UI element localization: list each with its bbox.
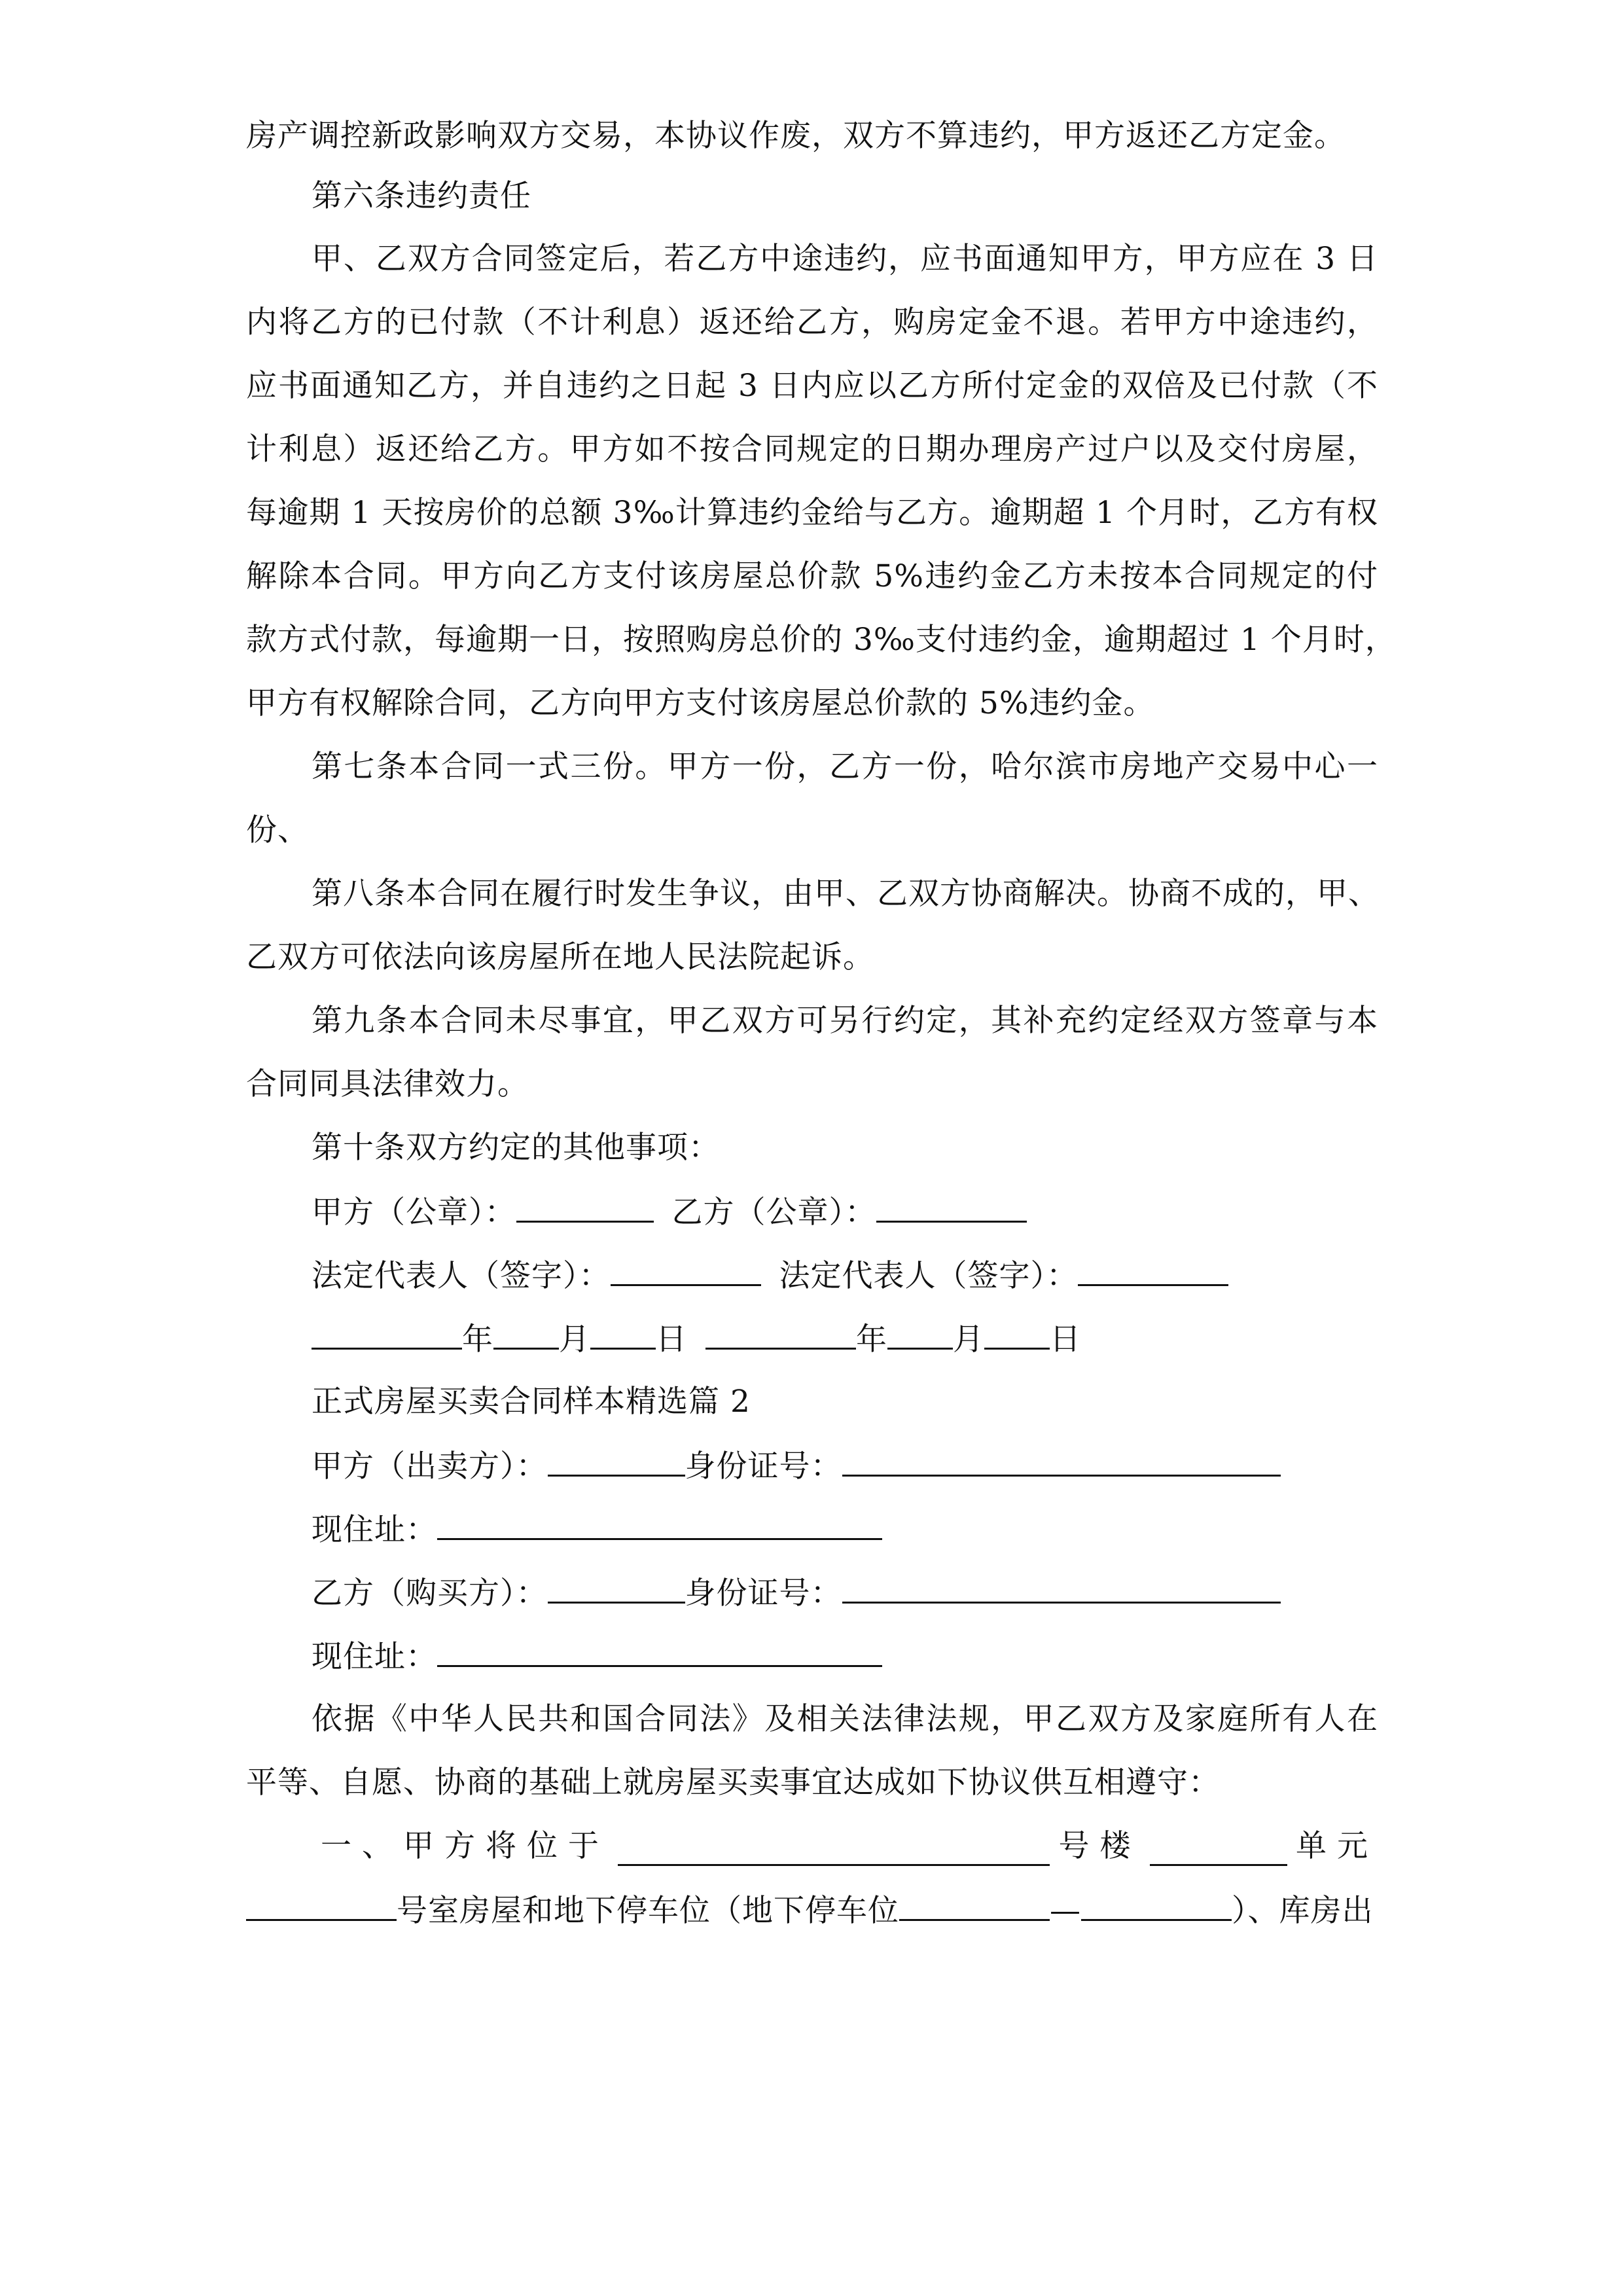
date-row bbox=[312, 1319, 1378, 1358]
article-6-line: 内将乙方的已付款（不计利息）返还给乙方，购房定金不退。若甲方中途违约， bbox=[246, 304, 1378, 340]
legal-rep-b-blank[interactable] bbox=[1078, 1255, 1228, 1286]
day-label: 日 bbox=[1050, 1321, 1081, 1357]
item-1-line-2 bbox=[246, 1890, 1378, 1929]
article-6-line: 款方式付款，每逾期一日，按照购房总价的 3‰支付违约金，逾期超过 1 个月时， bbox=[246, 622, 1397, 658]
buyer-row bbox=[312, 1573, 1378, 1612]
parking-from-blank[interactable] bbox=[899, 1890, 1050, 1921]
month-blank[interactable] bbox=[887, 1319, 953, 1350]
article-9-line: 第九条本合同未尽事宜，甲乙双方可另行约定，其补充约定经双方签章与本 bbox=[312, 1003, 1378, 1039]
article-8-line: 乙双方可依法向该房屋所在地人民法院起诉。 bbox=[246, 939, 874, 975]
article-7-line: 份、 bbox=[246, 812, 309, 848]
item-1-building: 号楼 bbox=[1058, 1828, 1141, 1864]
party-a-seal-blank[interactable] bbox=[516, 1192, 654, 1223]
legal-rep-a-blank[interactable] bbox=[611, 1255, 761, 1286]
article-6-line: 计利息）返还给乙方。甲方如不按合同规定的日期办理房产过户以及交付房屋， bbox=[246, 431, 1378, 467]
article-7-line: 第七条本合同一式三份。甲方一份，乙方一份，哈尔滨市房地产交易中心一 bbox=[312, 749, 1378, 785]
buyer-address-label: 现住址： bbox=[312, 1639, 437, 1675]
year-label: 年 bbox=[856, 1321, 887, 1357]
year-label: 年 bbox=[462, 1321, 493, 1357]
buyer-id-blank[interactable] bbox=[842, 1573, 1281, 1604]
item-1-line bbox=[321, 1827, 1378, 1866]
party-b-seal-blank[interactable] bbox=[876, 1192, 1027, 1223]
day-label: 日 bbox=[656, 1321, 687, 1357]
room-blank[interactable] bbox=[246, 1890, 397, 1921]
location-blank[interactable] bbox=[618, 1835, 1050, 1866]
item-1-room: 号室房屋和地下停车位（地下停车位 bbox=[397, 1893, 899, 1929]
article-6-line: 甲方有权解除合同，乙方向甲方支付该房屋总价款的 5%违约金。 bbox=[246, 685, 1155, 721]
article-10-title: 第十条双方约定的其他事项： bbox=[312, 1130, 720, 1166]
buyer-id-label: 身份证号： bbox=[685, 1575, 842, 1611]
buyer-address-row bbox=[312, 1636, 1378, 1676]
article-6-line: 甲、乙双方合同签定后，若乙方中途违约，应书面通知甲方，甲方应在 3 日 bbox=[312, 241, 1378, 277]
legal-rep-b-label: 法定代表人（签字）： bbox=[779, 1258, 1078, 1294]
year-blank[interactable] bbox=[312, 1319, 462, 1350]
article-8-line: 第八条本合同在履行时发生争议，由甲、乙双方协商解决。协商不成的，甲、 bbox=[312, 876, 1380, 912]
article-6-line: 每逾期 1 天按房价的总额 3‰计算违约金给与乙方。逾期超 1 个月时，乙方有权 bbox=[246, 495, 1378, 531]
paragraph-line: 房产调控新政影响双方交易，本协议作废，双方不算违约，甲方返还乙方定金。 bbox=[246, 118, 1346, 154]
legal-rep-row bbox=[312, 1255, 1378, 1295]
day-blank[interactable] bbox=[984, 1319, 1050, 1350]
party-a-seal-label: 甲方（公章）： bbox=[312, 1194, 516, 1230]
item-1-tail: ）、库房出 bbox=[1232, 1893, 1374, 1929]
buyer-address-blank[interactable] bbox=[437, 1636, 882, 1667]
article-6-title: 第六条违约责任 bbox=[312, 178, 531, 214]
seal-row bbox=[312, 1192, 1378, 1231]
seller-id-blank[interactable] bbox=[842, 1446, 1281, 1477]
seller-id-label: 身份证号： bbox=[685, 1448, 842, 1484]
item-1-dash: — bbox=[1050, 1893, 1081, 1929]
intro-line: 平等、自愿、协商的基础上就房屋买卖事宜达成如下协议供互相遵守： bbox=[246, 1765, 1220, 1801]
article-6-line: 应书面通知乙方，并自违约之日起 3 日内应以乙方所付定金的双倍及已付款（不 bbox=[246, 368, 1378, 404]
day-blank[interactable] bbox=[590, 1319, 656, 1350]
legal-rep-a-label: 法定代表人（签字）： bbox=[312, 1258, 611, 1294]
article-6-line: 解除本合同。甲方向乙方支付该房屋总价款 5%违约金乙方未按本合同规定的付 bbox=[246, 558, 1378, 594]
item-1-prefix: 一、甲方将位于 bbox=[321, 1828, 609, 1864]
month-label: 月 bbox=[953, 1321, 984, 1357]
seller-address-blank[interactable] bbox=[437, 1509, 882, 1540]
year-blank[interactable] bbox=[705, 1319, 856, 1350]
seller-row bbox=[312, 1446, 1378, 1485]
parking-to-blank[interactable] bbox=[1081, 1890, 1232, 1921]
seller-address-label: 现住址： bbox=[312, 1512, 437, 1548]
article-9-line: 合同同具法律效力。 bbox=[246, 1066, 529, 1102]
seller-address-row bbox=[312, 1509, 1378, 1549]
section-2-title: 正式房屋买卖合同样本精选篇 2 bbox=[312, 1384, 751, 1420]
item-1-unit: 单元 bbox=[1296, 1828, 1378, 1864]
seller-label: 甲方（出卖方）： bbox=[312, 1448, 548, 1484]
seller-name-blank[interactable] bbox=[548, 1446, 685, 1477]
building-blank[interactable] bbox=[1150, 1835, 1287, 1866]
buyer-name-blank[interactable] bbox=[548, 1573, 685, 1604]
month-label: 月 bbox=[559, 1321, 590, 1357]
intro-line: 依据《中华人民共和国合同法》及相关法律法规，甲乙双方及家庭所有人在 bbox=[312, 1701, 1378, 1737]
month-blank[interactable] bbox=[493, 1319, 559, 1350]
buyer-label: 乙方（购买方）： bbox=[312, 1575, 548, 1611]
party-b-seal-label: 乙方（公章）： bbox=[671, 1194, 876, 1230]
